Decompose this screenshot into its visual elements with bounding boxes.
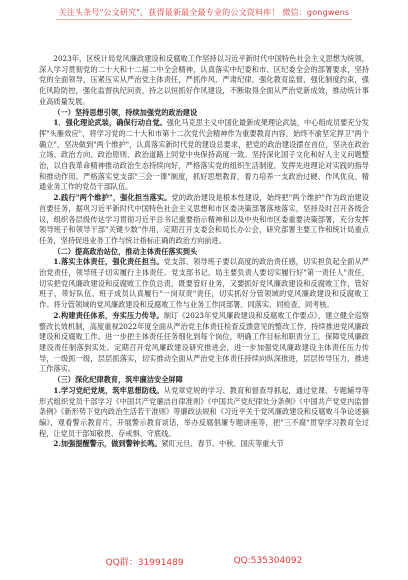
paragraph-text: 党支部、领导班子要以高度的政治责任感，切实担负起全面从严治党责任，领导班子切实履行主体责任。党支部书记、局主要负责人要切实履行好"第一责任人"责任，切实把党风廉政建设和反腐败工作负总责，既要管好业务，又要抓好党风廉政建设和反腐败工作，管好班子，带好队伍。班子成员认真履行"一岗双责"责任，切实抓好分管领域的党风廉政建设和反腐败工作。将分管领域的党风廉政建设和反腐败工作与业务工作同部署、同落实、同检查、同考核。 bbox=[39, 257, 369, 310]
paragraph-subheading: 1．强化理论武装，确保行动自觉。 bbox=[53, 118, 167, 128]
paragraph-text: （三）深化纪律教育，筑牢廉洁安全屏障 bbox=[53, 375, 183, 385]
paragraph bbox=[39, 193, 369, 247]
footer bbox=[0, 551, 408, 571]
paragraph bbox=[39, 54, 369, 108]
footer-qq: QQ:535304092 bbox=[233, 556, 303, 566]
paragraph-text: （一）坚持思想引领，持续加强党的政治建设 bbox=[53, 107, 198, 117]
paragraph-subheading: 1.落实主体责任，强化责任担当。 bbox=[53, 257, 164, 267]
section-heading bbox=[39, 375, 369, 386]
paragraph bbox=[39, 311, 369, 375]
paragraph bbox=[39, 386, 369, 440]
section-heading bbox=[39, 108, 369, 119]
paragraph-text: （二）提高政治站位，推动主体责任落实到头 bbox=[53, 246, 198, 256]
footer-qq-group: QQ群：31991489 bbox=[105, 557, 184, 568]
paragraph-text: 强化马克思主义中国化最新成果理论武装，中心组成员要充分发挥"头雁效应"，将学习党的二十大和市第十二次党代会精神作为重要教育内容，始终不渝坚定捍卫"两个确立"，坚决做到"两个维护"，认真落实新时代党的建设总要求，把党的政治建设摆在首位，坚决在政治立场、政治方向、政治原则、政治道路上同党中央保持高度一致。坚持深化国子文化和好人主义问题整治，以自我革命精神推动政治生态持续向好，严格落实党的组织生活制度，发挥先进理论对实践的指导和推动作用。严格落实党支部"三会一课"制度，抓好思想教育，着力培养一支政治过硬、作风优良、精通业务工作的党员干部队伍。 bbox=[39, 118, 369, 192]
paragraph-subheading: 2.加强提醒警示，做到警钟长鸣。 bbox=[53, 439, 162, 449]
paragraph-text: 党的政治建设是根本性建设，始终把"两个维护"作为政治建设首要任务，据巩习近平新时代中国特色社会主义思想和市区委决策部署落地落实，坚持及时召开各级会议，组织各层级传达学习贯彻习近平总书记重要指示精神和以及中央和市区委重要决策部署，充分发挥领导班子和领导干部"关键少数"作用，定期召开支委会和局长办公会，研究部署主要工作和统计局重点任务，坚持促进业务工作与统计指标正确的政治方向前进。 bbox=[39, 193, 369, 245]
paragraph-text: 2023年，区统计局党风廉政建设和反腐败工作坚持以习近平新时代中国特色社会主义思想为统领，深入学习贯彻党的二十大和十二届二中全会精神，认真落实中纪委和市、区纪委全会的部署要求，坚持党的全面领导，压紧压实从严治党主体责任，严抓作风、严肃纪律，强化教育监督，强化制度约束，强化风险防控，强化监督执纪问责，持之以恒抓好作风建设，不断取得全面从严治党新成效，推动统计事业高质量发展。 bbox=[39, 54, 369, 106]
section-heading bbox=[39, 247, 369, 258]
paragraph bbox=[39, 439, 369, 450]
top-banner bbox=[0, 0, 408, 26]
paragraph-subheading: 2.构建责任体系，夯实压力传导。 bbox=[53, 310, 164, 320]
paragraph bbox=[39, 257, 369, 311]
paragraph-subheading: 2.践行"两个维护"，强化担当落实。 bbox=[53, 193, 172, 203]
paragraph bbox=[39, 118, 369, 193]
document-body bbox=[39, 54, 369, 450]
paragraph-text: 从党章党规的学习、教育和督查导抓起，通过党课、专题辅导等形式组织党员干部学习《中国共产党廉洁自律准则》《中国共产党纪律处分条例》《中国共产党党内监督条例》《新形势下党内政治生活若干准则》等廉政法规和《习近平关于党风廉政建设和反腐败斗争论述摘编》，观看警示教育片，开展警示教育谈话，举办反腐倡廉专题讲座等，把"三不腐"贯穿学习教育全过程，让党员干部知敬畏、存戒惧、守底线。 bbox=[39, 385, 369, 438]
paragraph-subheading: 1.学习党纪党规，筑牢思想防线。 bbox=[53, 385, 164, 395]
paragraph-text: 紧盯元旦、春节、中秋、国庆等重大节 bbox=[161, 439, 284, 449]
paragraph-text: 制订《2023年党风廉政建设和反腐败工作要点》，建立健全巡察整改长效机制，高度重视2022年度全面从严治党主体责任检查反馈意见的整改工作，持续推进党风廉政建设和反腐败工作。进一步把主体责任任务细化到每个岗位，明确工作目标和职责分工，保障党风廉政建设责任制落到实处。定期召开党风廉政建设研究推进会，进一步加强党风廉政建设主体责任压力传导，一级抓一级，层层抓落实，切实推动全面从严治党主体责任持续向纵深推进，层层传导压力，推进工作落实。 bbox=[39, 310, 369, 374]
banner-text: 关注头条号"公文研究"，获得最新最全最专业的公文资料库！ 微信：gongwens bbox=[56, 6, 353, 20]
